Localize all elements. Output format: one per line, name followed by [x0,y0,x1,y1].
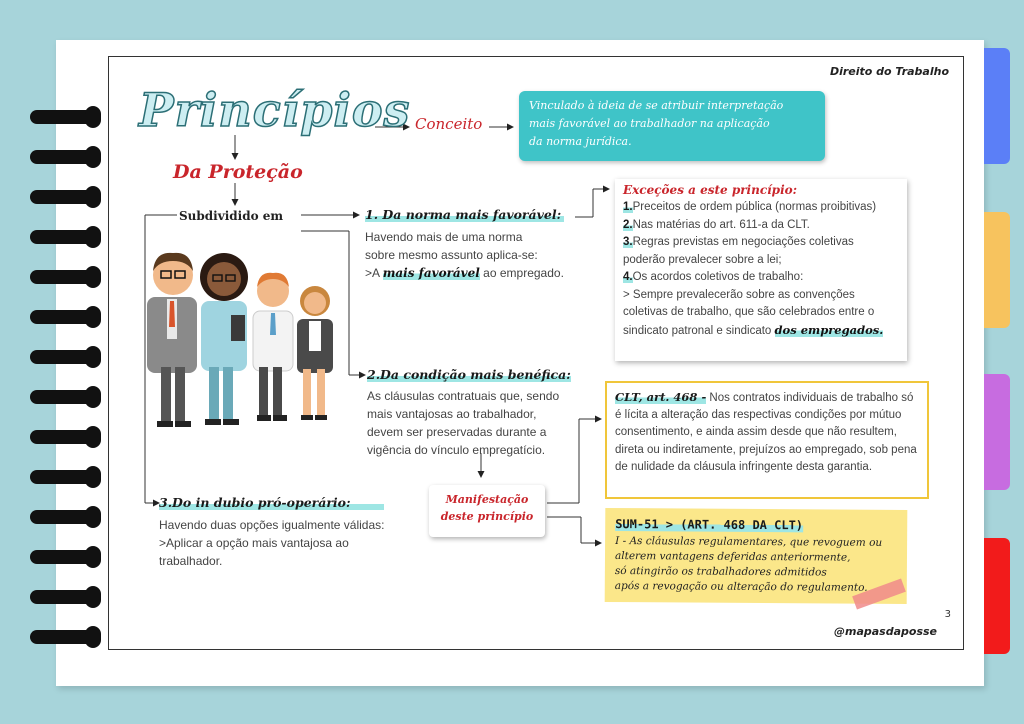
condicao-line: As cláusulas contratuais que, sendo [367,389,560,403]
concept-line: Vinculado à ideia de se atribuir interpretação [529,99,784,112]
excecao-item-cont: > Sempre prevalecerão sobre as convenções [623,288,855,301]
sumula-line: após a revogação ou alteração do regulamento. [614,580,868,594]
manifestacao-line: Manifestação [445,493,529,506]
condicao-line: devem ser preservadas durante a [367,425,547,439]
excecao-item-cont: coletivas de trabalho, que são celebrados entre o [623,306,875,318]
norma-body [365,228,564,282]
tab-blue[interactable] [984,48,1010,164]
tab-yellow[interactable] [984,212,1010,328]
excecoes-title: Exceções a este princípio: [623,183,798,197]
text-segment: sindicato patronal e sindicato [623,324,775,337]
in-dubio-body [159,516,384,570]
workers-illustration [147,243,343,433]
protecao-heading: Da Proteção [173,161,303,183]
clt-lead: CLT, art. 468 - [615,390,707,404]
conceito-label: Conceito [415,115,483,133]
condicao-section [367,367,571,459]
sumula-line: alterem vantagens deferidas anteriormente, [614,550,851,564]
in-dubio-section [159,495,384,570]
item-text: Preceitos de ordem pública (normas proibitivas) [632,201,877,213]
clt-text: Nos contratos individuais de trabalho só é lícita a alteração das respectivas condições por mútuo consentimento, e ainda assim desde que não resultem, direta ou indiretamente, prejuízos ao empregado, sob pena de nulidade da cláusula infringente desta garantia. [615,392,917,473]
concept-line: mais favorável ao trabalhador na aplicação [529,117,770,130]
condicao-heading: 2.Da condição mais benéfica: [367,367,571,382]
excecao-item-cont: poderão prevalecer sobre a lei; [623,253,782,266]
sumula-51-note [605,508,908,604]
item-number: 4. [623,271,633,283]
concept-definition-box [519,91,825,161]
excecao-item [623,217,899,235]
condicao-body [367,387,571,459]
sumula-line: I - As cláusulas regulamentares, que revoguem ou [615,535,883,549]
norma-line: sobre mesmo assunto aplica-se: [365,248,538,262]
tab-red[interactable] [984,538,1010,654]
item-number: 2. [623,218,633,231]
item-text: Regras previstas em negociações coletivas [632,236,854,248]
manifestacao-box [429,485,545,537]
norma-section [365,207,564,282]
text-segment: >A [365,266,383,280]
excecao-item [623,234,899,252]
item-text: Nas matérias do art. 611-a da CLT. [632,218,810,231]
tab-purple[interactable] [984,374,1010,490]
condicao-line: mais vantajosas ao trabalhador, [367,407,537,421]
norma-line: Havendo mais de uma norma [365,230,523,244]
condicao-line: vigência do vínculo empregatício. [367,443,546,457]
norma-heading: 1. Da norma mais favorável: [365,207,564,222]
in-dubio-line: Havendo duas opções igualmente válidas: [159,518,385,532]
excecao-item [623,199,899,217]
item-number: 1. [623,201,633,213]
item-text: Os acordos coletivos de trabalho: [632,271,804,283]
sumula-title: SUM-51 > (ART. 468 DA CLT) [615,517,804,533]
author-handle: @mapasdaposse [833,625,937,638]
excecao-item [623,269,899,287]
in-dubio-heading: 3.Do in dubio pró-operário: [159,495,384,510]
excecao-item-cont [623,322,899,341]
manifestacao-line: deste princípio [440,510,534,523]
norma-line [365,264,564,282]
subject-label: Direito do Trabalho [829,65,949,78]
highlight-text: mais favorável [382,266,480,280]
sumula-body [615,534,897,596]
item-number: 3. [623,236,633,248]
sumula-line: só atingirão os trabalhadores admitidos [614,565,827,579]
in-dubio-line: trabalhador. [159,554,223,568]
page-title: Princípios [139,83,411,137]
text-segment: ao empregado. [479,266,564,280]
excecoes-box [615,179,907,361]
page-number: 3 [944,609,951,620]
clt-art-468-box [605,381,929,499]
concept-line: da norma jurídica. [529,135,632,148]
in-dubio-line: >Aplicar a opção mais vantajosa ao [159,536,349,550]
mind-map-page [108,56,964,650]
subdividido-label: Subdividido em [179,209,284,223]
highlight-text: dos empregados. [774,322,884,337]
